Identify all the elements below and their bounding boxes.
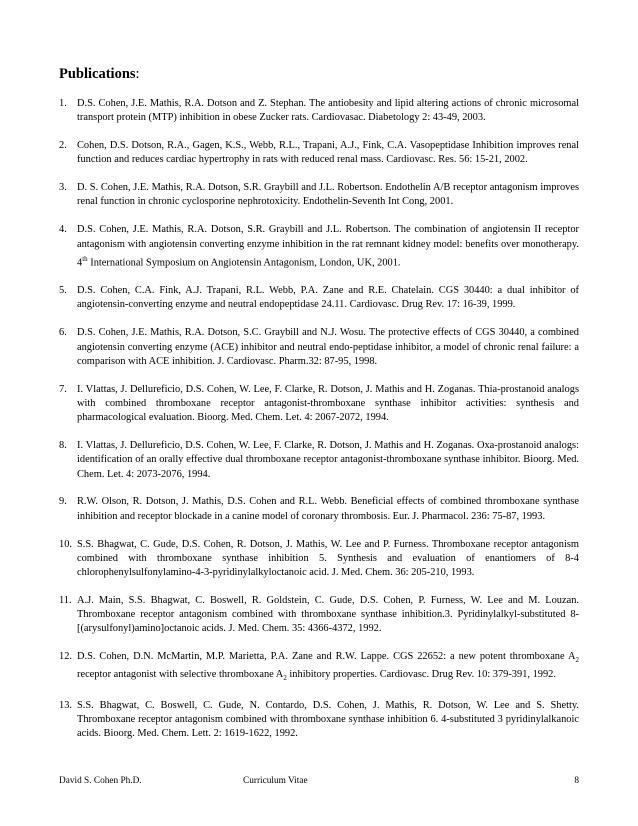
publication-number: 7. [59,383,67,395]
publication-item [59,650,579,685]
section-heading-title: Publications [59,66,136,82]
publication-text: R.W. Olson, R. Dotson, J. Mathis, D.S. Cohen and R.L. Webb. Beneficial effects of combined thromboxane synthase inhibition and receptor blockade in a canine model of coronary thrombosis. Eur. J. Pharmacol. 236: 75-87, 1993. [77,496,579,522]
footer-page-number: 8 [574,776,579,786]
publication-text: I. Vlattas, J. Dellureficio, D.S. Cohen, W. Lee, F. Clarke, R. Dotson, J. Mathis and H. Zoganas. Oxa-prostanoid analogs: identification of an orally effective dual thromboxane receptor antagonist-thromboxane synthase inhibitor. Bioorg. Med. Chem. Let. 4: 2073-2076, 1994. [77,440,579,480]
publication-item [59,97,579,126]
subscript-2: 2 [575,656,579,665]
section-heading-colon: : [135,66,140,82]
publication-item [59,139,579,168]
publication-item [59,223,579,270]
publication-item [59,594,579,637]
publication-number: 9. [59,496,67,508]
publication-number: 3. [59,182,67,194]
publication-text-cont: International Symposium on Angiotensin Antagonism, London, UK, 2001. [87,257,401,269]
publication-item [59,284,579,313]
publication-text: D.S. Cohen, J.E. Mathis, R.A. Dotson, S.R. Graybill and J.L. Robertson. The combination of angiotensin II receptor antagonism with angiotensin converting enzyme inhibition in the rat remnant kidney model: benefits over monotherapy. 4 [77,224,579,269]
publication-text: Cohen, D.S. Dotson, R.A., Gagen, K.S., Webb, R.L., Trapani, A.J., Fink, C.A. Vasopeptidase Inhibition improves renal function and reduces cardiac hypertrophy in rats with reduced renal mass. Cardiovasc. Res. 56: 15-21, 2002. [77,140,579,166]
publication-text: D.S. Cohen, C.A. Fink, A.J. Trapani, R.L. Webb, P.A. Zane and R.E. Chatelain. CGS 30440: a dual inhibitor of angiotensin-converting enzyme and neutral endopeptidase 24.11. Cardiovasc. Drug Rev. 17: 16-39, 1999. [77,285,579,311]
subscript-2: 2 [283,673,287,682]
publication-text: A.J. Main, S.S. Bhagwat, C. Boswell, R. Goldstein, C. Gude, D.S. Cohen, P. Furness, W. Lee and M. Louzan. Thromboxane receptor antagonism combined with thromboxane synthase inhibition.3. Pyridinylalkyl-substituted 8-[(arysulfonyl)amino]octanoic acids. J. Med. Chem. 35: 4366-4372, 1992. [77,594,579,635]
publication-text: I. Vlattas, J. Dellureficio, D.S. Cohen, W. Lee, F. Clarke, R. Dotson, J. Mathis and H. Zoganas. Thia-prostanoid analogs with combined thromboxane receptor antagonist-thromboxane synthase inhibitor activities: synthesis and pharmacological evaluation. Bioorg. Med. Chem. Let. 4: 2067-2072, 1994. [77,383,579,424]
publication-text: D. S. Cohen, J.E. Mathis, R.A. Dotson, S.R. Graybill and J.L. Robertson. Endothelin A/B receptor antagonism improves renal function in chronic cyclosporine nephrotoxicity. Endothelin-Seventh Int Cong, 2001. [77,182,579,208]
publication-number: 12. [59,651,72,663]
publication-number: 13. [59,699,72,711]
publication-text-cont: inhibitory properties. Cardiovasc. Drug Rev. 10: 379-391, 1992. [286,668,556,680]
publication-number: 4. [59,224,67,236]
section-heading [59,66,140,83]
publication-number: 6. [59,327,67,339]
publication-number: 1. [59,98,67,109]
publication-text: S.S. Bhagwat, C. Boswell, C. Gude, N. Contardo, D.S. Cohen, J. Mathis, R. Dotson, W. Lee and S. Shetty. Thromboxane receptor antagonism combined with thromboxane synthase inhibition 6. 4-substituted 3 pyridinylalkanoic acids. Bioorg. Med. Chem. Lett. 2: 1619-1622, 1992. [77,699,579,740]
publication-list [59,97,579,755]
publication-item [59,699,579,742]
superscript-th: th [82,254,88,263]
publication-text: S.S. Bhagwat, C. Gude, D.S. Cohen, R. Dotson, J. Mathis, W. Lee and P. Furness. Thromboxane receptor antagonism combined with thromboxane synthase inhibition 5. Synthesis and evaluation of enantiomers of 8-4 chlorophenylsulfonylamino-4-3-pyridinylalkyloctanoic acid. J. Med. Chem. 36: 205-210, 1993. [77,538,579,579]
publication-item [59,495,579,524]
publication-item [59,326,579,369]
publication-number: 2. [59,140,67,152]
publication-number: 8. [59,440,67,452]
publication-text: D.S. Cohen, J.E. Mathis, R.A. Dotson and Z. Stephan. The antiobesity and lipid altering actions of chronic microsomal transport protein (MTP) inhibition in obese Zucker rats. Cardiovasac. Diabetology 2: 43-49, 2003. [77,98,579,124]
publication-text: D.S. Cohen, J.E. Mathis, R.A. Dotson, S.C. Graybill and N.J. Wosu. The protective effects of CGS 30440, a combined angiotensin converting enzyme (ACE) inhibitor and neutral endo-peptidase inhibitor, a model of chronic renal failure: a comparison with ACE inhibition. J. Cardiovasc. Pharm.32: 87-95, 1998. [77,327,579,367]
publication-text-mid: receptor antagonist with selective thromboxane A [77,668,284,680]
publication-item [59,439,579,482]
footer-author: David S. Cohen Ph.D. [59,776,142,786]
publication-item [59,538,579,581]
publication-number: 11. [59,594,72,606]
footer-title: Curriculum Vitae [243,776,308,786]
publication-number: 10. [59,538,72,550]
publication-number: 5. [59,285,67,297]
publication-item [59,383,579,426]
publication-item [59,181,579,210]
publication-text: D.S. Cohen, D.N. McMartin, M.P. Marietta, P.A. Zane and R.W. Lappe. CGS 22652: a new potent thromboxane A [77,651,576,663]
